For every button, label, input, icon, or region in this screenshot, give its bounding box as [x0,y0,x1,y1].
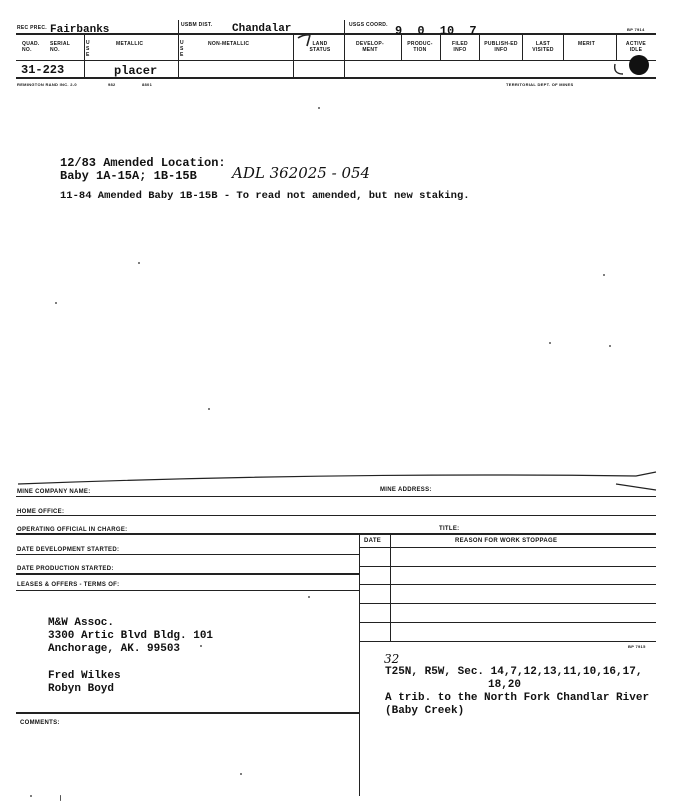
col-merit: MERIT [578,41,596,47]
baby-claims-line: Baby 1A-15A; 1B-15B [60,169,197,183]
reason-column-label: REASON FOR WORK STOPPAGE [455,538,558,544]
footer-dept: TERRITORIAL DEPT. OF MINES [506,82,574,87]
date-column-label: DATE [364,538,382,544]
col-last-visited: LAST VISITED [532,41,554,53]
speck [55,302,57,304]
mine-address-label: MINE ADDRESS: [380,487,432,493]
land-status-check-mark [296,26,326,48]
sections-continued: 18,20 [488,679,522,691]
handwritten-adl-number: ADL 362025 - 054 [232,164,371,182]
contact-person-1: Fred Wilkes [48,670,121,682]
rec-prec-label: REC PREC. [17,25,47,31]
footer-code2: 8801 [142,82,153,87]
speck [549,342,551,344]
amendment-note-line: 11-84 Amended Baby 1B-15B - To read not amended, but new staking. [60,190,470,202]
company-street: 3300 Artic Blvd Bldg. 101 [48,630,214,642]
col-serial-no: SERIAL NO. [50,41,71,53]
speck [308,596,310,598]
speck [208,408,210,410]
form-number: BP 7914 [627,27,645,32]
title-label: TITLE: [439,526,460,532]
quad-serial-value: 31-223 [21,63,65,77]
active-dot-mark [611,50,651,80]
creek-name: (Baby Creek) [385,705,465,717]
form-top-curve [16,462,658,494]
date-development-label: DATE DEVELOPMENT STARTED: [17,547,120,553]
amended-location-line: 12/83 Amended Location: [60,156,226,170]
speck [138,262,140,264]
col-quad-no: QUAD. NO. [22,41,40,53]
speck [60,795,61,801]
operating-official-label: OPERATING OFFICIAL IN CHARGE: [17,527,128,533]
company-name: M&W Assoc. [48,617,115,629]
speck [603,274,605,276]
col-metallic: METALLIC [116,41,144,47]
col-non-metallic: NON-METALLIC [208,41,250,47]
usgs-coord-value: 9 0 10 7 [395,24,477,38]
col-use-nonmetallic: U S E [180,40,184,58]
col-filed-info: FILED INFO [452,41,468,53]
contact-person-2: Robyn Boyd [48,683,115,695]
home-office-label: HOME OFFICE: [17,509,65,515]
footer-code1: 982 [108,82,116,87]
footer-printer: REMINGTON RAND INC. 2-0 [17,82,77,87]
date-production-label: DATE PRODUCTION STARTED: [17,566,114,572]
handwritten-32: 32 [384,652,400,666]
col-land-status: LAND STATUS [309,41,331,53]
tributary-description: A trib. to the North Fork Chandlar River [385,692,650,704]
col-active-idle: ACTIVE IDLE [625,41,647,53]
township-sections: T25N, R5W, Sec. 14,7,12,13,11,10,16,17, [385,666,643,678]
speck [318,107,320,109]
usbm-dist-value: Chandalar [232,23,292,35]
speck [609,345,611,347]
col-use-metallic: U S E [86,40,90,58]
comments-label: COMMENTS: [20,720,60,726]
col-published-info: PUBLISH-ED INFO [484,41,518,53]
speck [30,795,32,797]
usgs-coord-label: USGS COORD. [349,22,388,28]
leases-label: LEASES & OFFERS - TERMS OF: [17,582,120,588]
company-city: Anchorage, AK. 99503 [48,643,181,655]
col-development: DEVELOP-MENT [356,41,384,53]
speck [200,645,202,647]
speck [240,773,242,775]
mine-company-name-label: MINE COMPANY NAME: [17,489,91,495]
rec-prec-value: Fairbanks [50,24,110,36]
form-number-2: BP 7915 [628,644,646,649]
col-production: PRODUC-TION [407,41,433,53]
usbm-dist-label: USBM DIST. [181,22,213,28]
metallic-value: placer [114,64,158,78]
